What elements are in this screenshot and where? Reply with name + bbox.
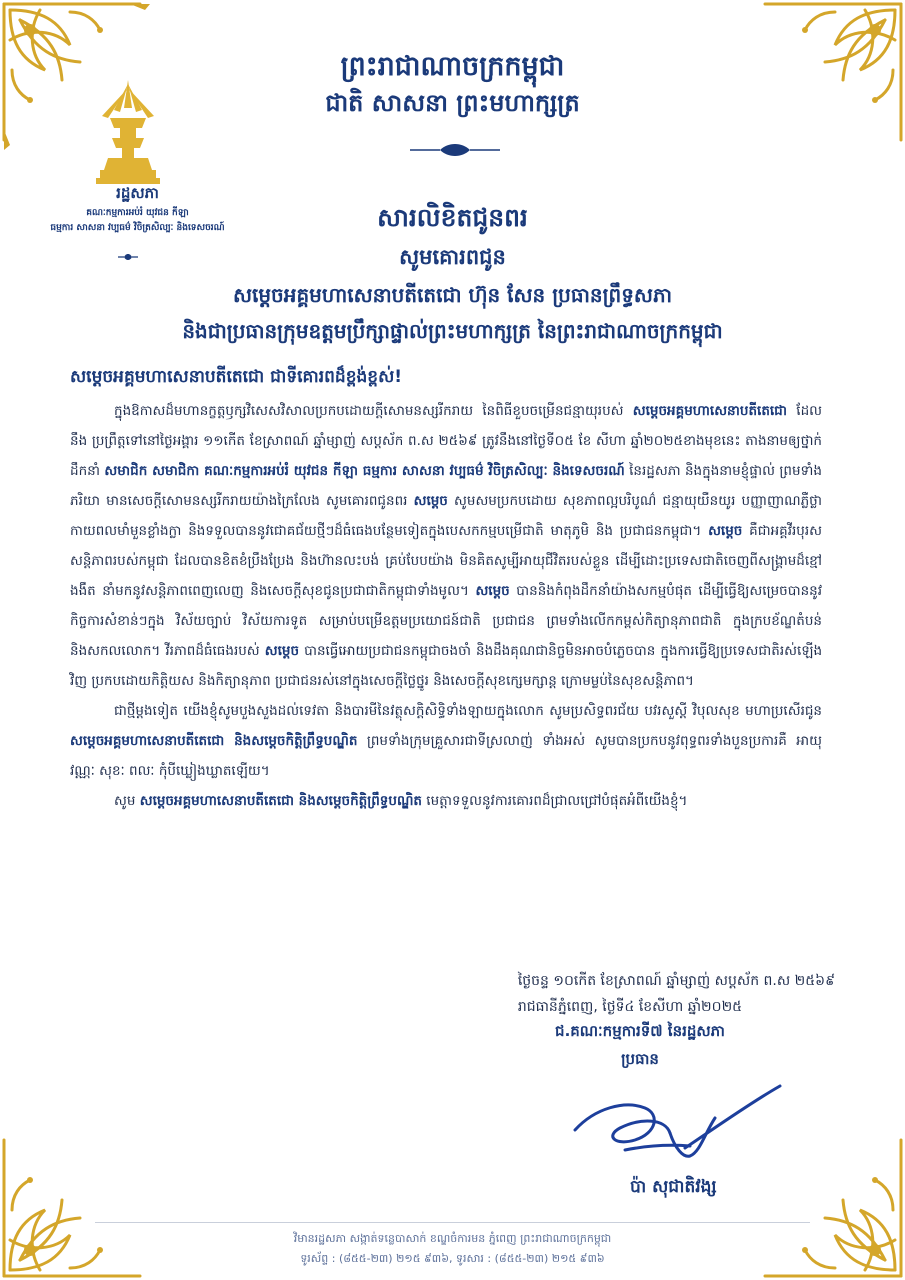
recipient-line-1: សម្តេចអគ្គមហាសេនាបតីតេជោ ហ៊ុន សែន ប្រធានព្រឹទ្ធសភា: [232, 283, 673, 307]
text-run: សូម: [114, 793, 140, 809]
lunar-date: ថ្ងៃចន្ទ ១០កើត ខែស្រាពណ៍ ឆ្នាំម្សាញ់ សប្តស័ក ព.ស ២៥៦៩: [517, 973, 835, 989]
text-run: បានធ្វើអោយប្រជាជនកម្ពុជាចងចាំ និងដឹងគុណជានិច្ចមិនអាចបំភ្លេចបាន ក្នុងការធ្វើឱ្យប្រទេសជាតិរស់ឡើងវិញ ប្រកបដោយកិត្តិយស និងកិត្យានុភាព ប្រជាជនរស់នៅក្នុងសេចក្តីថ្លៃថ្នូរ និងសេចក្តីសុខក្សេមក្សាន្ត ក្រោមម្លប់នៃសុខសន្តិភាព។: [70, 643, 823, 689]
divider-ornament-icon: [410, 142, 500, 158]
national-motto: ជាតិ សាសនា ព្រះមហាក្សត្រ: [325, 89, 580, 117]
letter-body: [70, 396, 822, 816]
organization-name: រដ្ឋសភា: [116, 184, 159, 202]
committee-scope: ធម្មការ សាសនា វប្បធម៌ វិចិត្រសិល្បៈ និងទេសចរណ៍: [50, 223, 225, 233]
committee-name: គណៈកម្មការអប់រំ យុវជន កីឡា: [86, 208, 189, 218]
text-run: ក្នុងឱកាសដ៏មហានក្ខត្តឫក្សវិសេសវិសាលប្រកបដោយក្តីសោមនស្សរីករាយ នៃពិធីខួបចម្រើនជន្មាយុរបស់: [114, 403, 633, 419]
respect-line: សូមគោរពជូន: [399, 245, 506, 269]
signatory-position: ប្រធាន: [621, 1050, 659, 1068]
paragraph-2: [70, 696, 822, 786]
text-run: មេត្តាទទួលនូវការគោរពដ៏ជ្រាលជ្រៅបំផុតអំពីយើងខ្ញុំ។: [422, 793, 688, 809]
text-run: ដែលនឹង ប្រព្រឹត្តទៅនៅថ្ងៃអង្គារ ១១កើត ខែស្រាពណ៍ ឆ្នាំម្សាញ់ សប្តស័ក ព.ស ២៥៦៩ ត្រូវនឹងនៅថ្ងៃទី០៥ ខែ សីហា ឆ្នាំ២០២៥ខាងមុខនេះ តាងនាមឲ្យថ្នាក់ដឹកនាំ: [70, 403, 822, 479]
paragraph-1: [70, 396, 822, 696]
footer-contact: ទូរស័ព្ទ : (៨៥៥-២៣) ២១៥ ៩៣៦, ទូរសារ : (៨៥៥-២៣) ២១៥ ៩៣៦: [300, 1252, 605, 1265]
document-type-title: សារលិខិតជូនពរ: [377, 203, 528, 232]
text-run: សូមសមប្រកបដោយ សុខភាពល្អបរិបូណ៌ ជន្មាយុយឺនយូរ បញ្ញាញាណភ្លឺថ្លា កាយពលមាំមួនខ្លាំងក្លា និងទទួលបាននូវជោគជ័យថ្មីៗដ៏ធំធេងបន្ថែមទៀតក្នុងបេសកកម្មបម្រើជាតិ មាតុភូមិ និង ប្រជាជនកម្ពុជា។: [70, 493, 823, 539]
text-run: ជាថ្មីម្តងទៀត យើងខ្ញុំសូមបួងសួងដល់ទេវតា និងបារមីនៃវត្ថុសក្តិសិទ្ធិទាំងឡាយក្នុងលោក សូមប្រសិទ្ធពរជ័យ បវរសួស្តី វិបុលសុខ មហាប្រសើរជូន: [114, 703, 822, 719]
footer-address: វិមានរដ្ឋសភា សង្កាត់ទន្លេបាសាក់ ខណ្ឌចំការមន ភ្នំពេញ ព្រះរាជាណាចក្រកម្ពុជា: [293, 1232, 612, 1245]
honorific-bold: សម្តេចអគ្គមហាសេនាបតីតេជោ និងសម្តេចកិត្តិព្រឹទ្ធបណ្ឌិត: [139, 793, 422, 809]
honorific-bold: សម្តេច: [264, 643, 300, 659]
honorific-bold: សម្តេច: [413, 493, 448, 509]
handwritten-signature: [565, 1078, 790, 1168]
honorific-bold: សម្តេច: [708, 523, 743, 539]
committee-bold: សមាជិក សមាជិកា គណៈកម្មការអប់រំ យុវជន កីឡា ធម្មការ សាសនា វប្បធម៌ វិចិត្រសិល្បៈ និងទេសចរណ៍: [104, 463, 625, 479]
signatory-name: ប៉ា សុជាតិវង្ស: [630, 1177, 717, 1197]
kingdom-title: ព្រះរាជាណាចក្រកម្ពុជា: [340, 51, 565, 82]
solar-date: រាជធានីភ្នំពេញ, ថ្ងៃទី៤ ខែសីហា ឆ្នាំ២០២៥: [517, 999, 743, 1015]
honorific-bold: សម្តេច: [475, 583, 510, 599]
dateline: [518, 968, 835, 1020]
footer-divider: [95, 1222, 810, 1223]
national-assembly-emblem-icon: [92, 78, 164, 186]
text-run: គឺជាអគ្គវីរបុរសសន្តិភាពរបស់កម្ពុជា ដែលបានខិតខំប្រឹងប្រែង និងហ៊ានលះបង់ គ្រប់បែបយ៉ាង មិនគិតសូម្បីអាយុជីវិតរបស់ខ្លួន ដើម្បីដោះប្រទេសជាតិចេញពីសង្គ្រាមដ៏ខ្មៅងងឹត នាំមកនូវសន្តិភាពពេញលេញ និងសេចក្តីសុខជូនប្រជាជាតិកម្ពុជាទាំងមូល។: [70, 523, 822, 599]
signatory-behalf: ជ.គណៈកម្មការទី៧ នៃរដ្ឋសភា: [555, 1022, 725, 1040]
recipient-line-2: និងជាប្រធានក្រុមឧត្តមប្រឹក្សាផ្ទាល់ព្រះមហាក្សត្រ នៃព្រះរាជាណាចក្រកម្ពុជា: [182, 319, 723, 343]
paragraph-3: [70, 786, 822, 816]
text-run: នៃរដ្ឋសភា និងក្នុងនាមខ្ញុំផ្ទាល់ ព្រមទាំងភរិយា មានសេចក្តីសោមនស្សរីករាយយ៉ាងក្រៃលែង សូមគោរពជូនពរ: [70, 463, 822, 509]
text-run: ព្រមទាំងក្រុមគ្រួសារជាទីស្រលាញ់ ទាំងអស់ សូមបានប្រកបនូវពុទ្ធពរទាំងបួនប្រការគឺ អាយុ វណ្ណៈ សុខៈ ពលៈ កុំបីឃ្លៀងឃ្លាតឡើយ។: [70, 733, 822, 779]
honorific-bold: សម្តេចអគ្គមហាសេនាបតីតេជោ និងសម្តេចកិត្តិព្រឹទ្ធបណ្ឌិត: [70, 733, 358, 749]
honorific-bold: សម្តេចអគ្គមហាសេនាបតីតេជោ: [632, 403, 788, 419]
text-run: បាននិងកំពុងដឹកនាំយ៉ាងសកម្មបំផុត ដើម្បីធ្វើឱ្យសម្រេចបាននូវកិច្ចការសំខាន់ៗក្នុង វិស័យច្បាប់ វិស័យការទូត សម្រាប់បម្រើឧត្តមប្រយោជន៍ជាតិ ប្រជាជន ព្រមទាំងលើកកម្ពស់កិត្យានុភាពជាតិ ក្នុងក្របខ័ណ្ឌតំបន់ និងសកលលោក។ វីរភាពដ៏ធំធេងរបស់: [70, 583, 823, 659]
salutation: សម្តេចអគ្គមហាសេនាបតីតេជោ ជាទីគោរពដ៏ខ្ពង់ខ្ពស់!: [70, 367, 403, 387]
